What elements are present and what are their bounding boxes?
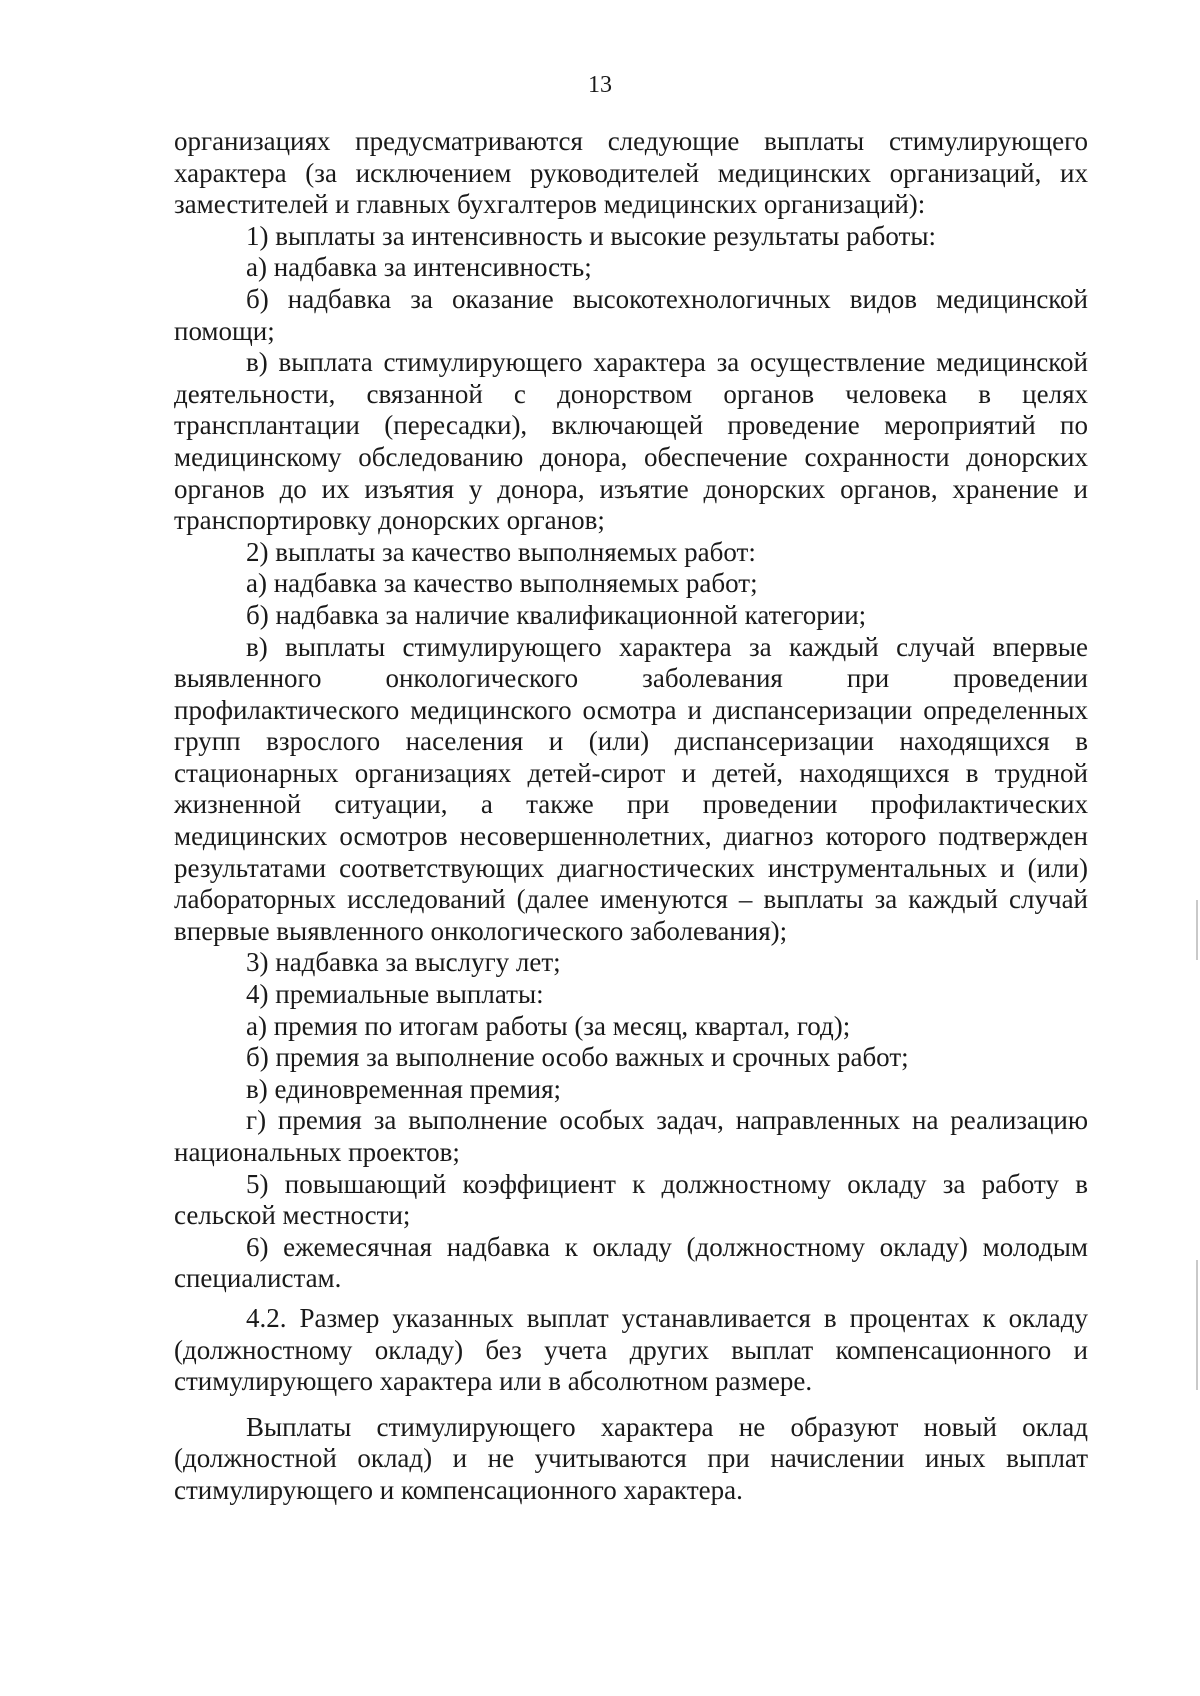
list-item-4: 4) премиальные выплаты: — [246, 979, 544, 1010]
list-item-4g: г) премия за выполнение особых задач, направленных на реализацию национальных проектов; — [174, 1105, 1088, 1167]
list-item-2v: в) выплаты стимулирующего характера за каждый случай впервые выявленного онкологического заболевания при проведении профилактического медицинского осмотра и диспансеризации определенных групп взрослого населения и (или) диспансеризации находящихся в стационарных организациях детей-сирот и детей, находящихся в трудной жизненной ситуации, а также при проведении профилактических медицинских осмотров несовершеннолетних, диагноз которого подтвержден результатами соответствующих диагностических инструментальных и (или) лабораторных исследований (далее именуются – выплаты за каждый случай впервые выявленного онкологического заболевания); — [174, 631, 1088, 946]
list-item-6: 6) ежемесячная надбавка к окладу (должностному окладу) молодым специалистам. — [174, 1231, 1088, 1294]
closing-paragraph: Выплаты стимулирующего характера не образуют новый оклад (должностной оклад) и не учитываются при начислении иных выплат стимулирующего и компенсационного характера. — [174, 1411, 1088, 1505]
list-item-4b: б) премия за выполнение особо важных и срочных работ; — [246, 1042, 909, 1073]
section-4-2-paragraph: 4.2. Размер указанных выплат устанавливается в процентах к окладу (должностному окладу) без учета других выплат компенсационного и стимулирующего характера или в абсолютном размере. — [174, 1302, 1088, 1397]
paragraph-intro: организациях предусматриваются следующие выплаты стимулирующего характера (за исключением руководителей медицинских организаций, их заместителей и главных бухгалтеров медицинских организаций): — [174, 126, 1088, 220]
scan-edge-mark — [1196, 1260, 1198, 1390]
list-item-3: 3) надбавка за выслугу лет; — [246, 947, 561, 978]
page-number: 13 — [588, 72, 612, 98]
scan-edge-mark — [1196, 900, 1198, 960]
list-item-4v: в) единовременная премия; — [246, 1073, 561, 1104]
list-item-1b: б) надбавка за оказание высокотехнологичных видов медицинской помощи; — [174, 283, 1088, 346]
list-item-1a: а) надбавка за интенсивность; — [246, 252, 592, 283]
list-item-2: 2) выплаты за качество выполняемых работ: — [246, 536, 756, 567]
list-item-5: 5) повышающий коэффициент к должностному окладу за работу в сельской местности; — [174, 1168, 1088, 1231]
list-item-2b: б) надбавка за наличие квалификационной категории; — [246, 599, 867, 630]
list-item-4a: а) премия по итогам работы (за месяц, квартал, год); — [246, 1010, 851, 1041]
document-body — [174, 126, 1088, 1507]
list-item-1: 1) выплаты за интенсивность и высокие результаты работы: — [246, 220, 936, 251]
list-item-1v: в) выплата стимулирующего характера за осуществление медицинской деятельности, связанной с донорством органов человека в целях трансплантации (пересадки), включающей проведение мероприятий по медицинскому обследованию донора, обеспечение сохранности донорских органов до их изъятия у донора, изъятие донорских органов, хранение и транспортировку донорских органов; — [174, 347, 1088, 536]
list-item-2a: а) надбавка за качество выполняемых работ; — [246, 568, 758, 599]
